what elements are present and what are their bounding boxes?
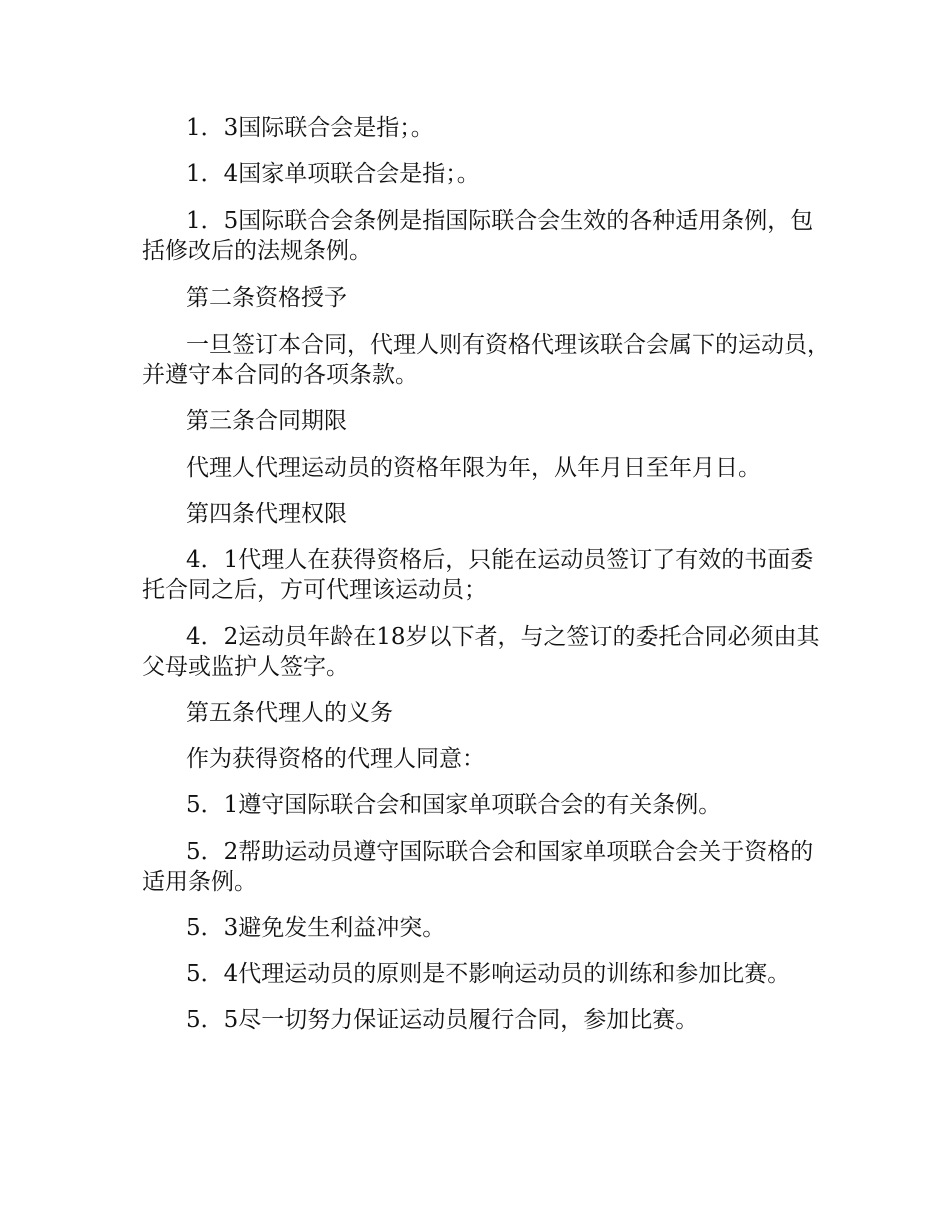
paragraph-1-5: 1．5国际联合会条例是指国际联合会生效的各种适用条例，包括修改后的法规条例。 — [142, 208, 814, 264]
paragraph-article-3-body: 代理人代理运动员的资格年限为年，从年月日至年月日。 — [186, 455, 761, 481]
paragraph-article-5-intro: 作为获得资格的代理人同意： — [186, 746, 485, 772]
paragraph-article-2-body: 一旦签订本合同，代理人则有资格代理该联合会属下的运动员，并遵守本合同的各项条款。 — [142, 332, 830, 388]
paragraph-5-2: 5．2帮助运动员遵守国际联合会和国家单项联合会关于资格的适用条例。 — [142, 839, 814, 895]
heading-article-4: 第四条代理权限 — [186, 501, 347, 527]
heading-article-3: 第三条合同期限 — [186, 408, 347, 434]
paragraph-1-4: 1．4国家单项联合会是指；。 — [186, 161, 480, 187]
paragraph-5-1: 5．1遵守国际联合会和国家单项联合会的有关条例。 — [186, 792, 722, 818]
heading-article-2: 第二条资格授予 — [186, 285, 347, 311]
paragraph-4-1: 4．1代理人在获得资格后，只能在运动员签订了有效的书面委托合同之后，方可代理该运动员； — [142, 547, 814, 603]
heading-article-5: 第五条代理人的义务 — [186, 700, 393, 726]
paragraph-1-3: 1．3国际联合会是指；。 — [186, 115, 434, 141]
paragraph-5-4: 5．4代理运动员的原则是不影响运动员的训练和参加比赛。 — [186, 961, 791, 987]
paragraph-4-2: 4．2运动员年龄在18岁以下者，与之签订的委托合同必须由其父母或监护人签字。 — [142, 624, 820, 680]
paragraph-5-3: 5．3避免发生利益冲突。 — [186, 915, 446, 941]
paragraph-5-5: 5．5尽一切努力保证运动员履行合同，参加比赛。 — [186, 1007, 699, 1033]
